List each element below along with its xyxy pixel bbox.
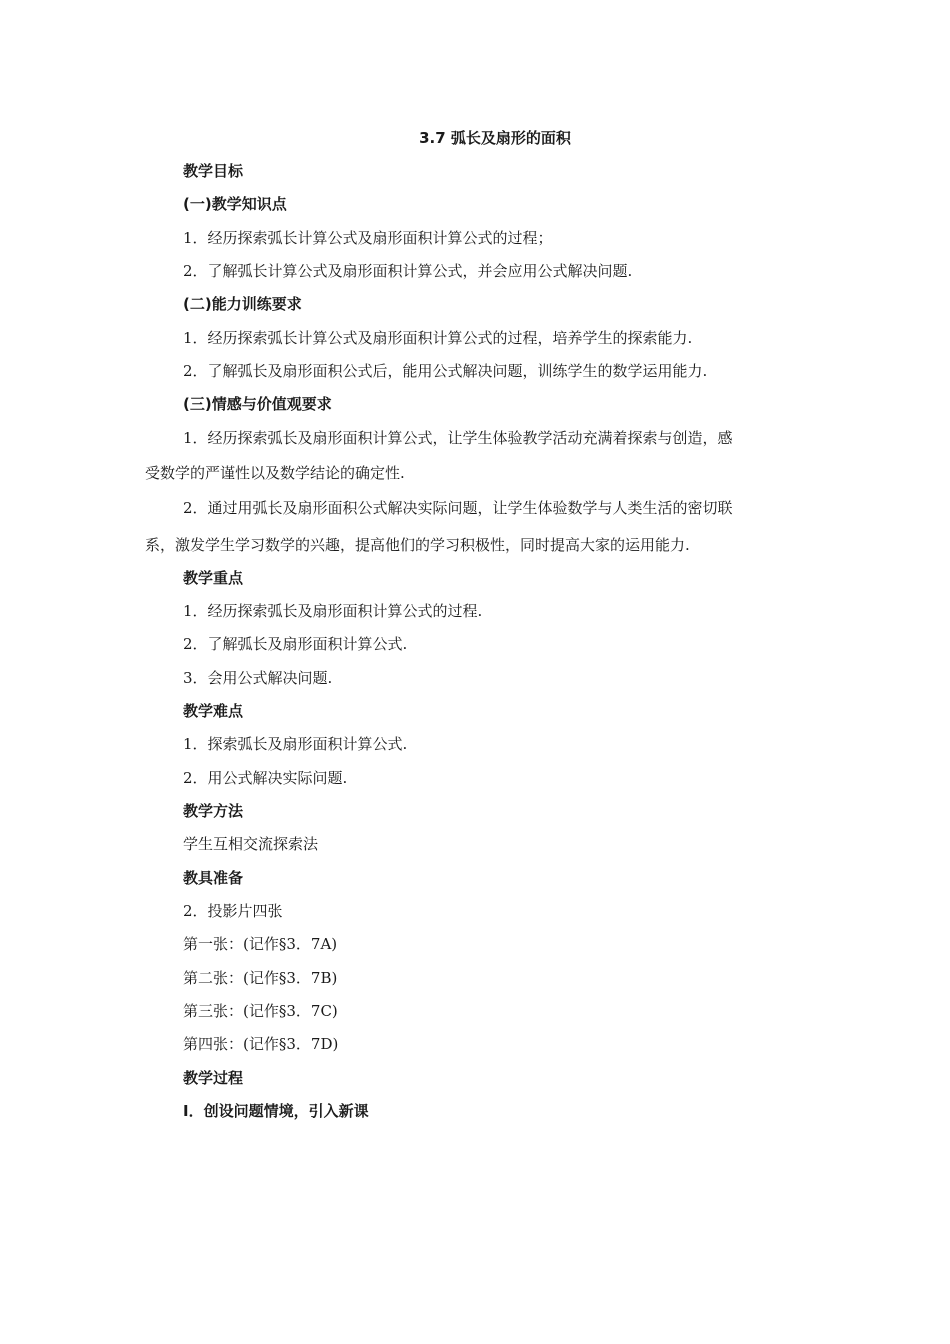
tools-5: 第四张：(记作§3．7D) [183,1035,339,1053]
method-heading: 教学方法 [183,802,244,820]
knowledge-item-2: 2．了解弧长计算公式及扇形面积计算公式，并会应用公式解决问题. [183,262,633,280]
process-step-1: Ⅰ．创设问题情境，引入新课 [183,1102,369,1120]
key-point-3: 3．会用公式解决问题. [183,669,333,687]
knowledge-item-1: 1．经历探索弧长计算公式及扇形面积计算公式的过程； [183,229,553,247]
goals-heading: 教学目标 [183,162,244,180]
process-heading: 教学过程 [183,1069,244,1087]
ability-item-1: 1．经历探索弧长计算公式及扇形面积计算公式的过程，培养学生的探索能力. [183,329,693,347]
ability-heading: (二)能力训练要求 [183,295,302,313]
difficulty-1: 1．探索弧长及扇形面积计算公式. [183,735,408,753]
page-title: 3.7 弧长及扇形的面积 [419,129,571,147]
tools-3: 第二张：(记作§3．7B) [183,969,338,987]
difficulty-2: 2．用公式解决实际问题. [183,769,348,787]
tools-heading: 教具准备 [183,869,244,887]
tools-1: 2．投影片四张 [183,902,283,920]
tools-2: 第一张：(记作§3．7A) [183,935,338,953]
key-point-1: 1．经历探索弧长及扇形面积计算公式的过程. [183,602,483,620]
emotion-item-1-line-2: 受数学的严谨性以及数学结论的确定性. [145,464,405,482]
key-points-heading: 教学重点 [183,569,244,587]
knowledge-heading: (一)教学知识点 [183,195,287,213]
emotion-heading: (三)情感与价值观要求 [183,395,332,413]
key-point-2: 2．了解弧长及扇形面积计算公式. [183,635,408,653]
ability-item-2: 2．了解弧长及扇形面积公式后，能用公式解决问题，训练学生的数学运用能力. [183,362,708,380]
difficulty-heading: 教学难点 [183,702,244,720]
emotion-item-2-line-2: 系，激发学生学习数学的兴趣，提高他们的学习积极性，同时提高大家的运用能力. [145,536,690,554]
method-1: 学生互相交流探索法 [183,835,319,853]
emotion-item-2-line-1: 2．通过用弧长及扇形面积公式解决实际问题，让学生体验数学与人类生活的密切联 [183,499,733,517]
tools-4: 第三张：(记作§3．7C) [183,1002,338,1020]
emotion-item-1-line-1: 1．经历探索弧长及扇形面积计算公式，让学生体验教学活动充满着探索与创造，感 [183,429,733,447]
